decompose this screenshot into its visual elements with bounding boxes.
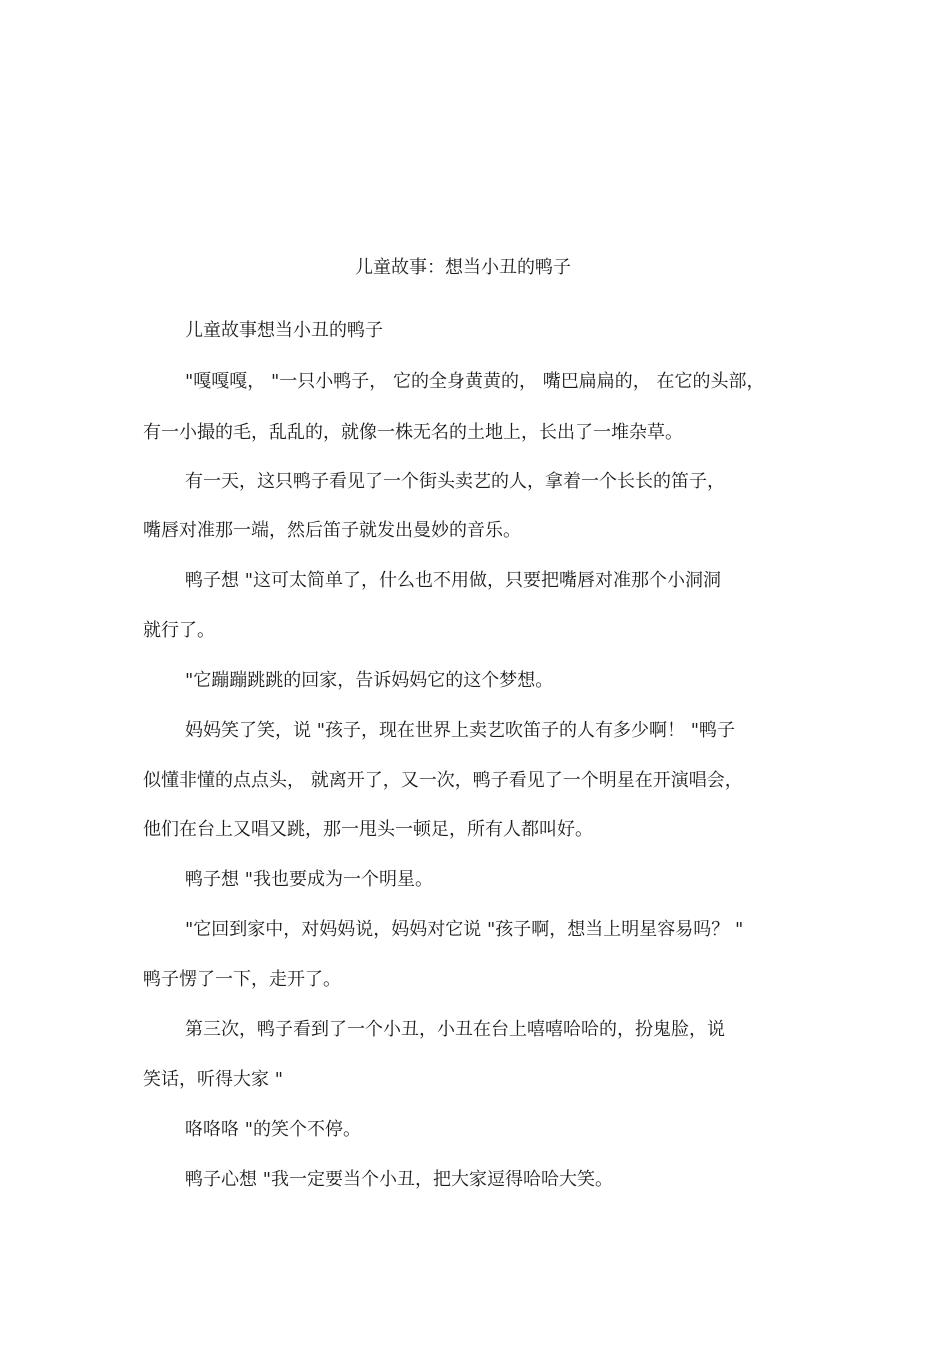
text-line: 笑话，听得大家 " <box>143 1069 284 1090</box>
text-line: 妈妈笑了笑，说 "孩子，现在世界上卖艺吹笛子的人有多少啊！ "鸭子 <box>185 720 735 741</box>
text-line: 嘴唇对准那一端，然后笛子就发出曼妙的音乐。 <box>143 520 521 541</box>
document-title: 儿童故事：想当小丑的鸭子 <box>355 257 571 278</box>
text-line: "它蹦蹦跳跳的回家，告诉妈妈它的这个梦想。 <box>185 670 554 691</box>
text-line: 儿童故事想当小丑的鸭子 <box>185 320 383 341</box>
text-line: 有一天，这只鸭子看见了一个街头卖艺的人，拿着一个长长的笛子， <box>185 471 725 492</box>
text-line: 有一小撮的毛，乱乱的，就像一株无名的土地上，长出了一堆杂草。 <box>143 422 683 443</box>
text-line: "嘎嘎嘎， "一只小鸭子， 它的全身黄黄的， 嘴巴扁扁的， 在它的头部， <box>185 371 765 392</box>
text-line: 鸭子愣了一下，走开了。 <box>143 969 341 990</box>
text-line: 似懂非懂的点点头， 就离开了，又一次，鸭子看见了一个明星在开演唱会， <box>143 770 743 791</box>
text-line: 鸭子想 "我也要成为一个明星。 <box>185 869 433 890</box>
text-line: 咯咯咯 "的笑个不停。 <box>185 1119 362 1140</box>
text-line: 他们在台上又唱又跳，那一甩头一顿足，所有人都叫好。 <box>143 819 593 840</box>
text-line: "它回到家中，对妈妈说，妈妈对它说 "孩子啊，想当上明星容易吗？ " <box>185 919 744 940</box>
text-line: 鸭子想 "这可太简单了，什么也不用做，只要把嘴唇对准那个小洞洞 <box>185 570 721 591</box>
text-line: 第三次，鸭子看到了一个小丑，小丑在台上嘻嘻哈哈的，扮鬼脸，说 <box>185 1019 725 1040</box>
text-line: 就行了。 <box>143 620 215 641</box>
text-line: 鸭子心想 "我一定要当个小丑，把大家逗得哈哈大笑。 <box>185 1169 613 1190</box>
